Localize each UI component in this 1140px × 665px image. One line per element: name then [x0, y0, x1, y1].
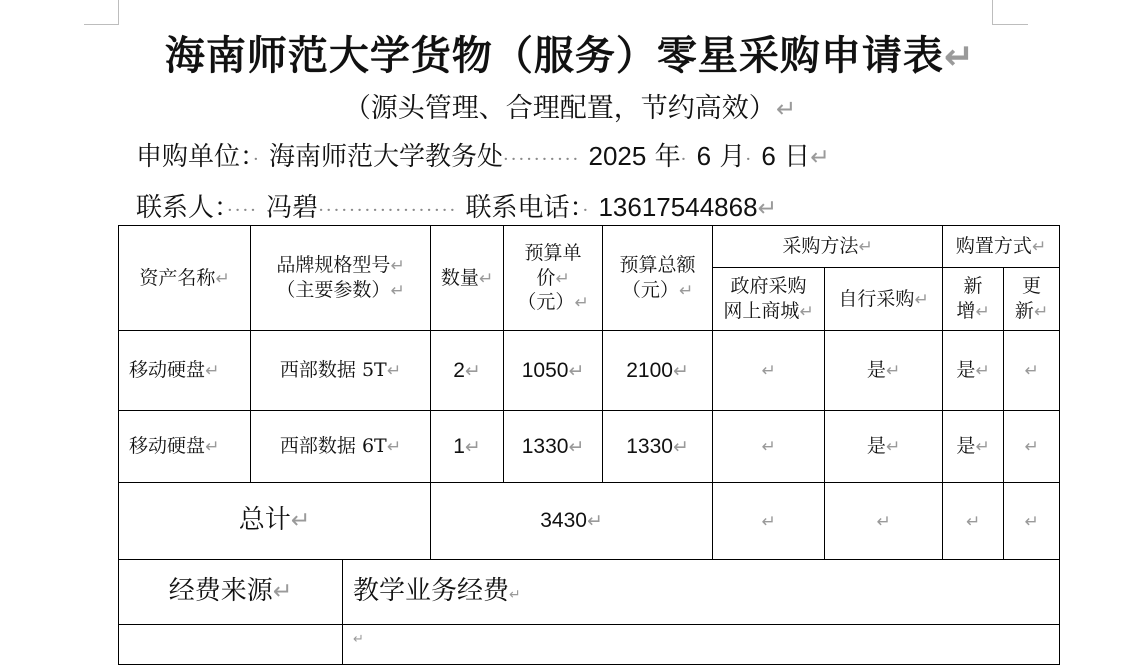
paragraph-mark-icon [799, 302, 813, 322]
paragraph-mark-icon [975, 361, 989, 381]
paragraph-mark-icon [761, 437, 775, 457]
paragraph-mark-icon [390, 256, 404, 276]
header-renew: 更 新 ↵ [1004, 268, 1060, 331]
paragraph-mark-icon [465, 360, 481, 382]
crop-mark-right-vertical [992, 0, 993, 24]
paragraph-mark-icon [387, 437, 401, 457]
paragraph-mark-icon [776, 94, 796, 123]
cell-qty: 1 ↵ [431, 411, 504, 483]
paragraph-mark-icon [215, 269, 229, 289]
paragraph-mark-icon [390, 281, 404, 301]
total-row [119, 483, 1060, 560]
paragraph-mark-icon [587, 510, 603, 532]
paragraph-mark-icon [758, 194, 778, 222]
header-brand-spec: 品牌规格型号 ↵ （主要参数） ↵ [251, 226, 431, 331]
unit-label: 申购单位： [136, 142, 254, 172]
paragraph-mark-icon [205, 361, 219, 381]
date-year: 2025 [588, 141, 647, 171]
cell-unit-price: 1050 ↵ [504, 331, 603, 411]
cell-gov [713, 331, 825, 411]
paragraph-mark-icon [479, 269, 493, 289]
cell-gov [713, 411, 825, 483]
total-label: 总计 ↵ [119, 483, 431, 560]
paragraph-mark-icon [886, 361, 900, 381]
paragraph-mark-icon [353, 632, 364, 647]
cell-new: 是 ↵ [943, 411, 1004, 483]
cell-total: 2100 ↵ [603, 331, 713, 411]
cell-self: 是 ↵ [825, 331, 943, 411]
total-renew [1004, 483, 1060, 560]
header-acquire-method: 购置方式 ↵ [943, 226, 1060, 268]
header-unit-price: 预算单 价 ↵ （元） ↵ [504, 226, 603, 331]
phone-label: 联系电话： [465, 193, 583, 223]
paragraph-mark-icon [555, 269, 569, 289]
header-row-1 [119, 226, 1060, 268]
paragraph-mark-icon [975, 302, 989, 322]
paragraph-mark-icon [975, 437, 989, 457]
total-gov [713, 483, 825, 560]
paragraph-mark-icon [673, 360, 689, 382]
header-new: 新 增 ↵ [943, 268, 1004, 331]
paragraph-mark-icon [761, 512, 775, 532]
cell-unit-price: 1330 ↵ [504, 411, 603, 483]
paragraph-mark-icon [509, 587, 521, 603]
cell-spec: 西部数据 6T ↵ [251, 411, 431, 483]
total-self [825, 483, 943, 560]
paragraph-mark-icon [205, 437, 219, 457]
paragraph-mark-icon [574, 293, 588, 313]
cell-new: 是 ↵ [943, 331, 1004, 411]
paragraph-mark-icon [858, 237, 872, 257]
paragraph-mark-icon [387, 361, 401, 381]
cell-qty: 2 ↵ [431, 331, 504, 411]
header-asset-name: 资产名称 ↵ [119, 226, 251, 331]
paragraph-mark-icon [1032, 237, 1046, 257]
funding-value: 教学业务经费 ↵ [343, 560, 1060, 625]
date-month: 6 [696, 141, 712, 171]
funding-label: 经费来源 ↵ [119, 560, 343, 625]
paragraph-mark-icon [944, 37, 975, 78]
document-title: 海南师范大学货物（服务）零星采购申请表 ↵ [0, 24, 1140, 81]
paragraph-mark-icon [568, 360, 584, 382]
paragraph-mark-icon [886, 437, 900, 457]
paragraph-mark-icon [966, 512, 980, 532]
paragraph-mark-icon [673, 436, 689, 458]
next-row-value [343, 625, 1060, 665]
paragraph-mark-icon [465, 436, 481, 458]
contact-label: 联系人： [136, 193, 228, 223]
phone-value: 13617544868 [598, 192, 758, 222]
cell-total: 1330 ↵ [603, 411, 713, 483]
unit-date-line: 申购单位：· 海南师范大学教务处·········· 2025 年· 6 月· 6 日 ↵ [136, 136, 830, 173]
paragraph-mark-icon [1024, 512, 1038, 532]
header-quantity: 数量 ↵ [431, 226, 504, 331]
cell-name: 移动硬盘 ↵ [119, 411, 251, 483]
paragraph-mark-icon [291, 506, 311, 534]
crop-mark-left-vertical [118, 0, 119, 24]
cell-renew [1004, 331, 1060, 411]
paragraph-mark-icon [679, 281, 693, 301]
cell-renew [1004, 411, 1060, 483]
cell-self: 是 ↵ [825, 411, 943, 483]
unit-value: 海南师范大学教务处 [269, 142, 504, 172]
procurement-table [118, 225, 1060, 665]
header-self-purchase: 自行采购 ↵ [825, 268, 943, 331]
date-day: 6 [761, 141, 776, 171]
paragraph-mark-icon [761, 361, 775, 381]
total-new [943, 483, 1004, 560]
table-row [119, 331, 1060, 411]
total-value: 3430 ↵ [431, 483, 713, 560]
paragraph-mark-icon [568, 436, 584, 458]
contact-line: 联系人：···· 冯碧·················· 联系电话：· 13617544868 ↵ [136, 187, 777, 224]
table-row [119, 411, 1060, 483]
cell-spec: 西部数据 5T ↵ [251, 331, 431, 411]
paragraph-mark-icon [1024, 437, 1038, 457]
document-subtitle: （源头管理、合理配置，节约高效） ↵ [0, 86, 1140, 125]
paragraph-mark-icon [876, 512, 890, 532]
next-row-label [119, 625, 343, 665]
funding-row [119, 560, 1060, 625]
header-purchase-method: 采购方法 ↵ [713, 226, 943, 268]
header-gov-mall: 政府采购 网上商城 ↵ [713, 268, 825, 331]
next-row [119, 625, 1060, 665]
paragraph-mark-icon [810, 143, 830, 171]
paragraph-mark-icon [914, 290, 928, 310]
paragraph-mark-icon [273, 577, 293, 605]
header-total: 预算总额 （元） ↵ [603, 226, 713, 331]
paragraph-mark-icon [1024, 361, 1038, 381]
paragraph-mark-icon [1034, 302, 1048, 322]
cell-name: 移动硬盘 ↵ [119, 331, 251, 411]
contact-value: 冯碧 [266, 193, 319, 223]
